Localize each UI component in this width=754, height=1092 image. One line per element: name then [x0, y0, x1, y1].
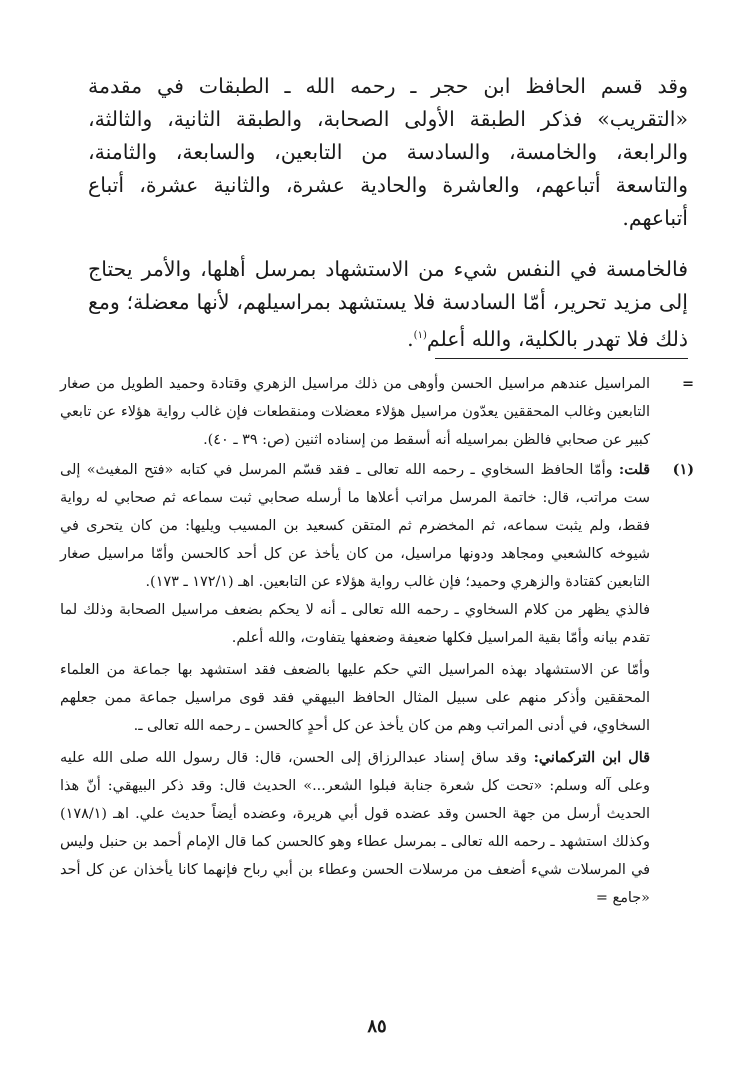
footnote-1-paragraph-4 — [60, 744, 694, 912]
main-text — [88, 70, 688, 356]
footnote-1-paragraph-2: فالذي يظهر من كلام السخاوي ـ رحمه الله تعالى ـ أنه لا يحكم بضعف مراسيل الصحابة وذلك لما تقدم بيانه وأمّا بقية المراسيل فكلها ضعيفة وضعفها يتفاوت، والله أعلم. — [60, 602, 650, 646]
main-paragraph-2-text: فالخامسة في النفس شيء من الاستشهاد بمرسل أهلها، والأمر يحتاج إلى مزيد تحرير، أمّا السادسة فلا يستشهد بمراسيلهم، لأنها معضلة؛ ومع ذلك فلا تهدر بالكلية، والله أعلم — [88, 257, 688, 351]
footnote-1 — [60, 456, 694, 596]
footnote-1-mark: (١) — [672, 461, 694, 478]
footnote-1-paragraph-4-text: وقد ساق إسناد عبدالرزاق إلى الحسن، قال: قال رسول الله صلى الله عليه وعلى آله وسلم: «تحت كل شعرة جنابة فبلوا الشعر...» الحديث قال: وقد ذكر البيهقي: أنّ هذا الحديث أرسل من جهة الحسن وقد عضده قول أبي هريرة، وعضده أيضاً حديث علي. اهـ (١٧٨/١) وكذلك استشهد ـ رحمه الله تعالى ـ بمرسل عطاء وهو كالحسن كما قال الإمام أحمد بن حنبل وليس في المرسلات شيء أضعف من مرسلات الحسن وعطاء بن أبي رباح فإنهما كانا يأخذان عن كل أحد «جامع = — [60, 750, 650, 906]
main-paragraph-1: وقد قسم الحافظ ابن حجر ـ رحمه الله ـ الطبقات في مقدمة «التقريب» فذكر الطبقة الأولى الصحابة، والطبقة الثانية، والثالثة، والرابعة، والخامسة، والسادسة من التابعين، والسابعة، والثامنة، والتاسعة أتباعهم، والعاشرة والحادية عشرة، والثانية عشرة، أتباع أتباعهم. — [88, 74, 688, 230]
footnote-1-paragraph-4-lead: قال ابن التركماني: — [533, 749, 650, 766]
main-paragraph-2: فالخامسة في النفس شيء من الاستشهاد بمرسل أهلها، والأمر يحتاج إلى مزيد تحرير، أمّا السادسة فلا يستشهد بمراسيلهم، لأنها معضلة؛ ومع ذلك فلا تهدر بالكلية، والله أعلم$^{(١)}$. — [88, 257, 688, 351]
footnote-separator — [435, 358, 688, 359]
continuation-mark: = — [681, 375, 694, 392]
footnote-reference[interactable]: (١) — [413, 330, 427, 341]
footnote-1-paragraph-1 — [60, 456, 650, 596]
footnotes — [60, 370, 694, 912]
footnote-1-paragraph-1-text: وأمّا الحافظ السخاوي ـ رحمه الله تعالى ـ فقد قسّم المرسل في كتابه «فتح المغيث» إلى ست مراتب، قال: خاتمة المرسل مراتب أعلاها ما أرسله صحابي ثبت سماعه ثم صحابي له رواية فقط، ولم يثبت سماعه، ثم المخضرم ثم المتقن كسعيد بن المسيب ويليها: من كان يتحرى في شيوخه كالشعبي ومجاهد ودونها مراسيل، من كان يأخذ عن كل أحد كالحسن وأمّا مراسيل صغار التابعين كقتادة والزهري وحميد؛ فإن غالب رواية هؤلاء عن التابعين. اهـ (١٧٢/١ ـ ١٧٣). — [60, 462, 650, 590]
footnote-continued-text: المراسيل عندهم مراسيل الحسن وأوهى من ذلك مراسيل الزهري وقتادة وحميد الطويل من صغار التابعين وغالب المحققين يعدّون مراسيل هؤلاء معضلات ومنقطعات فإن غالب رواية هؤلاء عن تابعي كبير عن صحابي فالظن بمراسيله أنه أسقط من إسناده اثنين (ص: ٣٩ ـ ٤٠). — [60, 376, 650, 448]
footnote-1-paragraph-3: وأمّا عن الاستشهاد بهذه المراسيل التي حكم عليها بالضعف فقد استشهد بها جماعة من العلماء المحققين وأذكر منهم على سبيل المثال الحافظ البيهقي فقد قوى مراسيل جماعة ممن جعلهم السخاوي، في أدنى المراتب وهم من كان يأخذ عن كل أحدٍ كالحسن ـ رحمه الله تعالى ـ. — [60, 662, 650, 734]
footnote-continued — [60, 370, 694, 454]
page-number: ٨٥ — [367, 1016, 387, 1037]
footnote-1-lead: قلت: — [618, 461, 651, 478]
